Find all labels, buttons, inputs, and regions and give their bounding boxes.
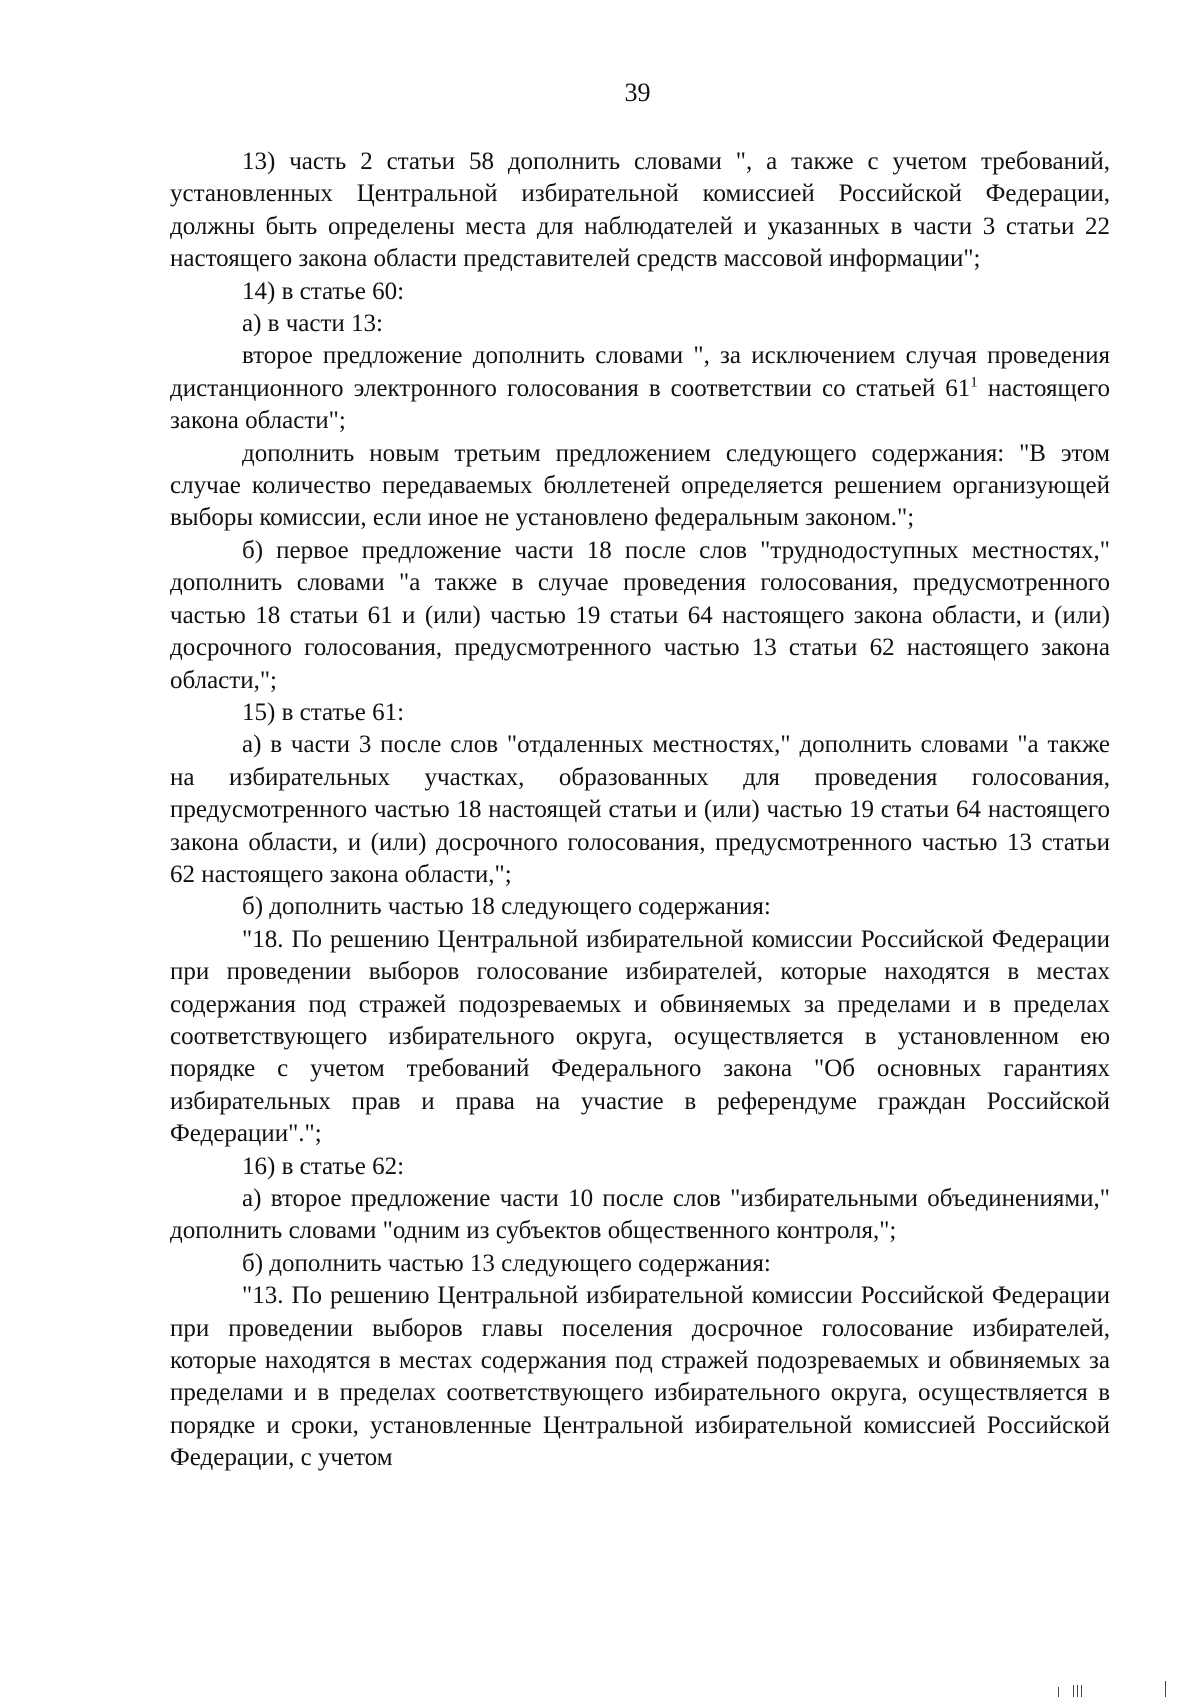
paragraph: 16) в статье 62: [242, 1152, 405, 1180]
paragraph [170, 340, 1110, 437]
superscript: 1 [970, 374, 978, 391]
paragraph: а) в части 3 после слов "отдаленных местностях," дополнить словами "а также на избирательных участках, образованных для проведения голосования, предусмотренного частью 18 настоящей статьи и (или) частью 19 статьи 64 настоящего закона области, и (или) досрочного голосования, предусмотренного частью 13 статьи 62 настоящего закона области,"; [170, 731, 1110, 888]
paragraph: б) дополнить частью 18 следующего содержания: [242, 893, 771, 921]
paragraph: дополнить новым третьим предложением следующего содержания: "В этом случае количество передаваемых бюллетеней определяется решением организующей выборы комиссии, если иное не установлено федеральным законом."; [170, 439, 1110, 532]
scan-mark [1073, 1685, 1074, 1697]
scan-edge-marks [1050, 1672, 1180, 1697]
paragraph-text: второе предложение дополнить словами ", за исключением случая проведения дистанционного электронного голосования в соответствии со статьей 61 [170, 342, 1110, 402]
scan-mark [1165, 1681, 1166, 1697]
paragraph: 13) часть 2 статьи 58 дополнить словами ", а также с учетом требований, установленных Центральной избирательной комиссией Российской Федерации, должны быть определены места для наблюдателей и указанных в части 3 статьи 22 настоящего закона области представителей средств массовой информации"; [170, 148, 1110, 273]
paragraph: 15) в статье 61: [242, 698, 405, 726]
paragraph: "13. По решению Центральной избирательной комиссии Российской Федерации при проведении выборов главы поселения досрочное голосование избирателей, которые находятся в местах содержания под стражей подозреваемых и обвиняемых за пределами и в пределах соответствующего избирательного округа, осуществляется в порядке и сроки, установленные Центральной избирательной комиссией Российской Федерации, с учетом [170, 1282, 1110, 1472]
page-number: 39 [624, 78, 651, 107]
paragraph: 14) в статье 60: [242, 277, 405, 305]
paragraph: б) дополнить частью 13 следующего содержания: [242, 1249, 771, 1277]
scan-mark [1058, 1687, 1059, 1697]
paragraph: б) первое предложение части 18 после слов "труднодоступных местностях," дополнить словами "а также в случае проведения голосования, предусмотренного частью 18 статьи 61 и (или) частью 19 статьи 64 настоящего закона области, и (или) досрочного голосования, предусмотренного частью 13 статьи 62 настоящего закона области,"; [170, 536, 1110, 694]
paragraph: "18. По решению Центральной избирательной комиссии Российской Федерации при проведении выборов голосование избирателей, которые находятся в местах содержания под стражей подозреваемых и обвиняемых за пределами и в пределах соответствующего избирательного округа, осуществляется в установленном ею порядке с учетом требований Федерального закона "Об основных гарантиях избирательных прав и права на участие в референдуме граждан Российской Федерации"."; [170, 925, 1110, 1148]
paragraph: а) в части 13: [242, 310, 383, 338]
scan-mark [1081, 1685, 1082, 1697]
paragraph: а) второе предложение части 10 после слов "избирательными объединениями," дополнить словами "одним из субъектов общественного контроля,"; [170, 1185, 1110, 1245]
scan-mark [1077, 1685, 1078, 1697]
document-body [170, 146, 1110, 1475]
paragraph-text-tail: настоящего закона области"; [170, 374, 1110, 435]
